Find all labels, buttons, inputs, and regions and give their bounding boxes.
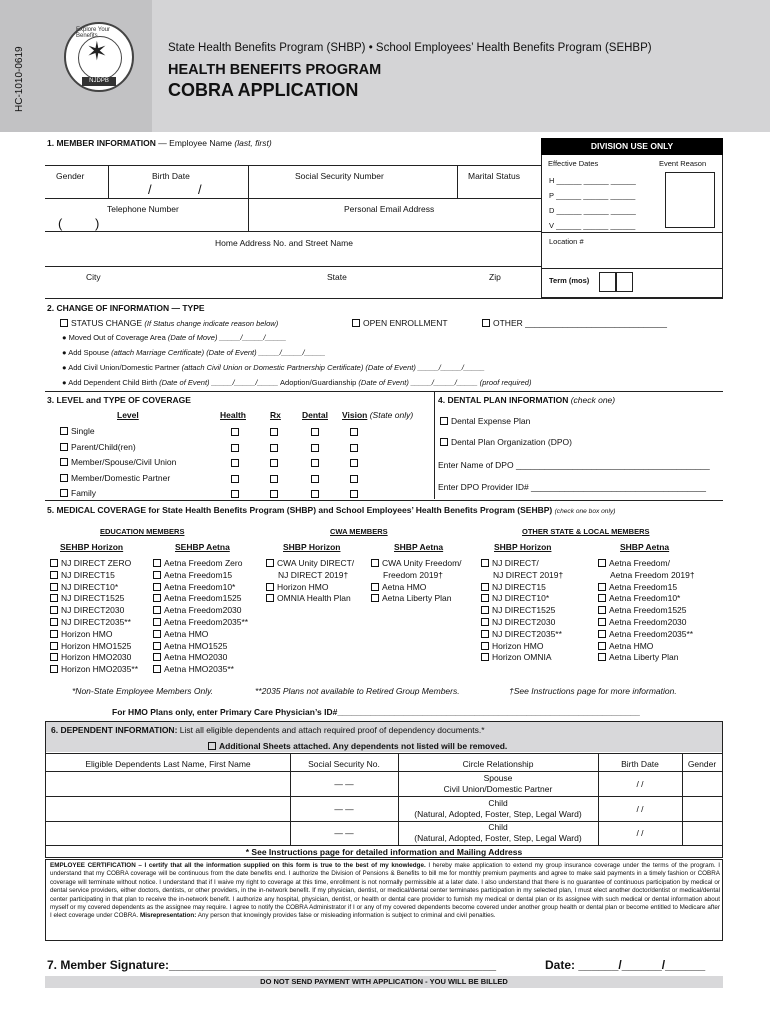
th-ssn: Social Security No. bbox=[308, 759, 380, 769]
th-gender: Gender bbox=[687, 759, 717, 769]
signature-date-field[interactable]: Date: ______/______/______ bbox=[545, 958, 706, 972]
cwa-shbp-horizon-header: SHBP Horizon bbox=[283, 542, 341, 552]
plan-col5-option-1[interactable]: NJ DIRECT/ bbox=[481, 558, 539, 568]
section2-heading: 2. CHANGE OF INFORMATION — TYPE bbox=[47, 303, 205, 313]
birth-date-label: Birth Date bbox=[152, 171, 190, 181]
note-2035: **2035 Plans not available to Retired Group Members. bbox=[255, 686, 460, 696]
level-5[interactable]: Family bbox=[60, 488, 96, 498]
program-line: State Health Benefits Program (SHBP) • School Employees’ Health Benefits Program (SEHBP) bbox=[168, 42, 652, 54]
plan-col2-option-1[interactable]: Aetna Freedom Zero bbox=[153, 558, 242, 568]
zip-label: Zip bbox=[489, 272, 501, 282]
level-3[interactable]: Member/Spouse/Civil Union bbox=[60, 457, 176, 467]
level-2-vision-checkbox[interactable] bbox=[350, 444, 358, 452]
level-3-health-checkbox[interactable] bbox=[231, 459, 239, 467]
plan-col2-option-5[interactable]: Aetna Freedom2030 bbox=[153, 605, 242, 615]
div-p-label: P ______ ______ ______ bbox=[549, 191, 636, 200]
plan-col4-option-1-cont: Freedom 2019† bbox=[383, 569, 444, 580]
dependent-1-ssn[interactable]: — — bbox=[334, 779, 354, 789]
njdpb-seal-logo bbox=[64, 22, 134, 92]
other-members-header: OTHER STATE & LOCAL MEMBERS bbox=[522, 527, 650, 536]
effective-dates-label: Effective Dates bbox=[548, 159, 599, 168]
plan-col1-option-4[interactable]: NJ DIRECT1525 bbox=[50, 593, 124, 603]
status-change-checkbox[interactable]: STATUS CHANGE (If Status change indicate reason below) bbox=[60, 318, 278, 328]
phone-paren-close: ) bbox=[95, 216, 100, 231]
plan-col6-option-1-cont: Aetna Freedom 2019† bbox=[610, 569, 695, 580]
dependent-1-birth[interactable]: / / bbox=[636, 779, 644, 789]
col-level-header: Level bbox=[117, 410, 139, 420]
level-2-rx-checkbox[interactable] bbox=[270, 444, 278, 452]
add-civil-union-item: ● Add Civil Union/Domestic Partner (attach Civil Union or Domestic Partnership Certificate) (Date of Event) _____/_____/_____ bbox=[62, 363, 485, 372]
level-3-rx-checkbox[interactable] bbox=[270, 459, 278, 467]
member-signature-field[interactable]: 7. Member Signature:_________________________________________________ bbox=[47, 958, 497, 972]
email-field[interactable] bbox=[250, 216, 538, 230]
plan-col3-option-3[interactable]: OMNIA Health Plan bbox=[266, 593, 351, 603]
section4-heading: 4. DENTAL PLAN INFORMATION (check one) bbox=[438, 395, 616, 405]
plan-col5-option-1-cont: NJ DIRECT 2019† bbox=[493, 569, 564, 580]
plan-col6-option-7[interactable]: Aetna HMO bbox=[598, 641, 653, 651]
birth-slash-2: / bbox=[198, 182, 202, 197]
sehbp-aetna-header: SEHBP Aetna bbox=[175, 542, 230, 552]
col-health-header: Health bbox=[220, 410, 246, 420]
plan-col3-option-2[interactable]: Horizon HMO bbox=[266, 582, 328, 592]
birth-date-field[interactable] bbox=[110, 182, 245, 196]
home-address-label: Home Address No. and Street Name bbox=[215, 238, 353, 248]
form-id: HC-1010-0619 bbox=[14, 46, 25, 112]
plan-col6-option-8[interactable]: Aetna Liberty Plan bbox=[598, 652, 678, 662]
cwa-shbp-aetna-header: SHBP Aetna bbox=[394, 542, 444, 552]
level-1-vision-checkbox[interactable] bbox=[350, 428, 358, 436]
level-3-dental-checkbox[interactable] bbox=[311, 459, 319, 467]
gender-label: Gender bbox=[56, 171, 85, 181]
certification-text: EMPLOYEE CERTIFICATION – I certify that all the information supplied on this form is true to the best of my knowledge. I hereby make application to extend my group insurance coverage under the terms of the program. I understand that my COBRA coverage will be continuous from the date benefits end. I authorize the Division of Pensions & Benefits to bill me for monthly premium payments and agree to make said payments in a timely fashion or COBRA coverage will terminate without notice. I understand that if I waive my right to coverage at this time, enrollment is not normally permissible at a later date. I also understand that there is no guarantee of continuous participation by medical or dental service providers, either doctors, dentists, or other providers, in the in-network benefit. If my physician, dentist, or medical/dental center terminates participation in my selected plan, I must elect another doctor/dentist or medical/dental center participating in that plan to receive the in-network benefit. I authorize any hospital, physician, dentist, or health or dental care provider to furnish my medical or dental plan or its assignee with such medical or dental information about myself or my covered dependents as the assignee may require. I agree to notify the COBRA Administrator if I or any of my covered dependents become covered under another group health or dental plan or become entitled to Medicare after I elect coverage under COBRA. Misrepresentation: Any person that knowingly provides false or misleading information is subject to criminal and civil penalties. bbox=[50, 862, 720, 920]
plan-col2-option-8[interactable]: Aetna HMO1525 bbox=[153, 641, 227, 651]
plan-col5-option-4[interactable]: NJ DIRECT1525 bbox=[481, 605, 555, 615]
dependent-footer-note: * See Instructions page for detailed information and Mailing Address bbox=[245, 847, 523, 857]
level-2-health-checkbox[interactable] bbox=[231, 444, 239, 452]
note-instructions: †See Instructions page for more information. bbox=[509, 686, 677, 696]
plan-col1-option-8[interactable]: Horizon HMO1525 bbox=[50, 641, 131, 651]
dependent-3-relationship[interactable]: Child (Natural, Adopted, Foster, Step, Legal Ward) bbox=[414, 822, 582, 843]
th-birth-date: Birth Date bbox=[621, 759, 659, 769]
moved-out-item: ● Moved Out of Coverage Area (Date of Move) _____/_____/_____ bbox=[62, 333, 287, 342]
plan-col1-option-7[interactable]: Horizon HMO bbox=[50, 629, 112, 639]
plan-col2-option-10[interactable]: Aetna HMO2035** bbox=[153, 664, 234, 674]
plan-col4-option-1[interactable]: CWA Unity Freedom/ bbox=[371, 558, 462, 568]
plan-col3-option-1[interactable]: CWA Unity DIRECT/ bbox=[266, 558, 354, 568]
plan-col2-option-2[interactable]: Aetna Freedom15 bbox=[153, 570, 232, 580]
seal-ring-text: Explore Your Benefits bbox=[76, 27, 111, 39]
plan-col5-option-5[interactable]: NJ DIRECT2030 bbox=[481, 617, 555, 627]
dependent-3-ssn[interactable]: — — bbox=[334, 828, 354, 838]
telephone-label: Telephone Number bbox=[107, 204, 179, 214]
dpo-provider-id-field[interactable]: Enter DPO Provider ID# _____________________________________ bbox=[438, 482, 706, 492]
phone-paren-open: ( bbox=[58, 216, 63, 231]
dental-expense-checkbox[interactable]: Dental Expense Plan bbox=[440, 416, 530, 426]
dependent-1-relationship[interactable]: Spouse Civil Union/Domestic Partner bbox=[443, 773, 553, 794]
birth-slash-1: / bbox=[148, 182, 152, 197]
col-vision-header: Vision (State only) bbox=[342, 410, 414, 420]
plan-col6-option-2[interactable]: Aetna Freedom15 bbox=[598, 582, 677, 592]
gender-field[interactable] bbox=[45, 182, 105, 196]
cwa-members-header: CWA MEMBERS bbox=[330, 527, 388, 536]
sehbp-horizon-header: SEHBP Horizon bbox=[60, 542, 124, 552]
plan-col2-option-9[interactable]: Aetna HMO2030 bbox=[153, 652, 227, 662]
add-child-item: ● Add Dependent Child Birth (Date of Event) _____/_____/_____ Adoption/Guardianship (Date of Event) _____/_____/_____ (proof required) bbox=[62, 378, 532, 387]
level-1[interactable]: Single bbox=[60, 426, 95, 436]
plan-col4-option-2[interactable]: Aetna HMO bbox=[371, 582, 426, 592]
ssn-field[interactable] bbox=[250, 182, 455, 196]
term-box-2[interactable] bbox=[616, 272, 633, 292]
plan-col5-option-3[interactable]: NJ DIRECT10* bbox=[481, 593, 549, 603]
level-2-dental-checkbox[interactable] bbox=[311, 444, 319, 452]
plan-col5-option-7[interactable]: Horizon HMO bbox=[481, 641, 543, 651]
open-enrollment-checkbox[interactable]: OPEN ENROLLMENT bbox=[352, 318, 448, 328]
plan-col2-option-4[interactable]: Aetna Freedom1525 bbox=[153, 593, 242, 603]
level-4-vision-checkbox[interactable] bbox=[350, 475, 358, 483]
education-members-header: EDUCATION MEMBERS bbox=[100, 527, 185, 536]
plan-col6-option-5[interactable]: Aetna Freedom2030 bbox=[598, 617, 687, 627]
note-non-state: *Non-State Employee Members Only. bbox=[72, 686, 214, 696]
division-title: DIVISION USE ONLY bbox=[541, 138, 723, 155]
dependent-2-name-field[interactable] bbox=[47, 798, 288, 819]
plan-col5-option-6[interactable]: NJ DIRECT2035** bbox=[481, 629, 562, 639]
plan-col5-option-8[interactable]: Horizon OMNIA bbox=[481, 652, 552, 662]
term-label: Term (mos) bbox=[549, 276, 590, 285]
plan-col5-option-2[interactable]: NJ DIRECT15 bbox=[481, 582, 546, 592]
email-label: Personal Email Address bbox=[344, 204, 435, 214]
div-d-label: D ______ ______ ______ bbox=[549, 206, 636, 215]
dependent-2-birth[interactable]: / / bbox=[636, 804, 644, 814]
level-4[interactable]: Member/Domestic Partner bbox=[60, 473, 170, 483]
level-1-rx-checkbox[interactable] bbox=[270, 428, 278, 436]
dependent-2-gender[interactable] bbox=[684, 798, 721, 819]
level-4-dental-checkbox[interactable] bbox=[311, 475, 319, 483]
payment-notice-bar: DO NOT SEND PAYMENT WITH APPLICATION - YOU WILL BE BILLED bbox=[45, 976, 723, 988]
plan-col6-option-1[interactable]: Aetna Freedom/ bbox=[598, 558, 670, 568]
level-4-rx-checkbox[interactable] bbox=[270, 475, 278, 483]
dependent-3-gender[interactable] bbox=[684, 822, 721, 843]
event-reason-box[interactable] bbox=[665, 172, 715, 228]
title-line-1: HEALTH BENEFITS PROGRAM bbox=[168, 62, 382, 78]
plan-col2-option-6[interactable]: Aetna Freedom2035** bbox=[153, 617, 248, 627]
level-1-dental-checkbox[interactable] bbox=[311, 428, 319, 436]
level-5-health-checkbox[interactable] bbox=[231, 490, 239, 498]
level-1-health-checkbox[interactable] bbox=[231, 428, 239, 436]
plan-col1-option-3[interactable]: NJ DIRECT10* bbox=[50, 582, 118, 592]
dependent-2-relationship[interactable]: Child (Natural, Adopted, Foster, Step, Legal Ward) bbox=[414, 798, 582, 819]
plan-col6-option-3[interactable]: Aetna Freedom10* bbox=[598, 593, 680, 603]
location-label: Location # bbox=[549, 237, 584, 246]
plan-col6-option-6[interactable]: Aetna Freedom2035** bbox=[598, 629, 693, 639]
level-4-health-checkbox[interactable] bbox=[231, 475, 239, 483]
th-relationship: Circle Relationship bbox=[462, 759, 534, 769]
marital-status-label: Marital Status bbox=[468, 171, 520, 181]
section3-heading: 3. LEVEL and TYPE OF COVERAGE bbox=[47, 395, 191, 405]
dependent-2-ssn[interactable]: — — bbox=[334, 804, 354, 814]
level-3-vision-checkbox[interactable] bbox=[350, 459, 358, 467]
section1-heading: 1. MEMBER INFORMATION — Employee Name (last, first) bbox=[47, 138, 272, 148]
dependent-1-gender[interactable] bbox=[684, 773, 721, 794]
col-dental-header: Dental bbox=[302, 410, 328, 420]
level-2[interactable]: Parent/Child(ren) bbox=[60, 442, 136, 452]
plan-col1-option-6[interactable]: NJ DIRECT2035** bbox=[50, 617, 131, 627]
level-5-rx-checkbox[interactable] bbox=[270, 490, 278, 498]
dependent-1-name-field[interactable] bbox=[47, 773, 288, 794]
section6-heading: 6. DEPENDENT INFORMATION: List all eligible dependents and attach required proof of dependency documents.* bbox=[51, 725, 485, 735]
col-rx-header: Rx bbox=[270, 410, 281, 420]
page-title: COBRA APPLICATION bbox=[168, 80, 359, 100]
dependent-3-name-field[interactable] bbox=[47, 823, 288, 844]
home-address-field[interactable] bbox=[47, 250, 537, 264]
ssn-label: Social Security Number bbox=[295, 171, 384, 181]
div-h-label: H ______ ______ ______ bbox=[549, 176, 636, 185]
add-spouse-item: ● Add Spouse (attach Marriage Certificate) (Date of Event) _____/_____/_____ bbox=[62, 348, 326, 357]
pcp-id-field[interactable]: For HMO Plans only, enter Primary Care Physician’s ID#________________________________________________________________ bbox=[112, 707, 640, 717]
dependent-3-birth[interactable]: / / bbox=[636, 828, 644, 838]
plan-col1-option-9[interactable]: Horizon HMO2030 bbox=[50, 652, 131, 662]
other-shbp-aetna-header: SHBP Aetna bbox=[620, 542, 670, 552]
plan-col1-option-1[interactable]: NJ DIRECT ZERO bbox=[50, 558, 131, 568]
marital-status-field[interactable] bbox=[460, 182, 538, 196]
section5-heading: 5. MEDICAL COVERAGE for State Health Benefits Program (SHBP) and School Employees’ Health Benefits Program (SEHBP) (check one box only) bbox=[47, 505, 616, 515]
other-checkbox[interactable]: OTHER ______________________________ bbox=[482, 318, 667, 328]
term-box-1[interactable] bbox=[599, 272, 616, 292]
plan-col1-option-5[interactable]: NJ DIRECT2030 bbox=[50, 605, 124, 615]
employee-name-field[interactable] bbox=[47, 150, 537, 162]
plan-col4-option-3[interactable]: Aetna Liberty Plan bbox=[371, 593, 451, 603]
dpo-name-field[interactable]: Enter Name of DPO _________________________________________ bbox=[438, 460, 710, 470]
additional-sheets-checkbox[interactable]: Additional Sheets attached. Any dependents not listed will be removed. bbox=[208, 741, 507, 751]
telephone-field[interactable] bbox=[45, 216, 245, 230]
div-v-label: V ______ ______ ______ bbox=[549, 221, 636, 230]
city-state-zip-field[interactable] bbox=[47, 284, 537, 296]
plan-col6-option-4[interactable]: Aetna Freedom1525 bbox=[598, 605, 687, 615]
state-label: State bbox=[327, 272, 347, 282]
compass-star-icon: ✶ bbox=[86, 36, 108, 66]
th-dependent-name: Eligible Dependents Last Name, First Name bbox=[85, 759, 251, 769]
seal-band: NJDPB bbox=[82, 77, 116, 86]
dpo-checkbox[interactable]: Dental Plan Organization (DPO) bbox=[440, 437, 572, 447]
plan-col2-option-3[interactable]: Aetna Freedom10* bbox=[153, 582, 235, 592]
plan-col1-option-2[interactable]: NJ DIRECT15 bbox=[50, 570, 115, 580]
level-5-dental-checkbox[interactable] bbox=[311, 490, 319, 498]
other-shbp-horizon-header: SHBP Horizon bbox=[494, 542, 552, 552]
event-reason-label: Event Reason bbox=[659, 159, 707, 168]
plan-col1-option-10[interactable]: Horizon HMO2035** bbox=[50, 664, 138, 674]
level-5-vision-checkbox[interactable] bbox=[350, 490, 358, 498]
plan-col2-option-7[interactable]: Aetna HMO bbox=[153, 629, 208, 639]
city-label: City bbox=[86, 272, 101, 282]
plan-col3-option-1-cont: NJ DIRECT 2019† bbox=[278, 569, 349, 580]
